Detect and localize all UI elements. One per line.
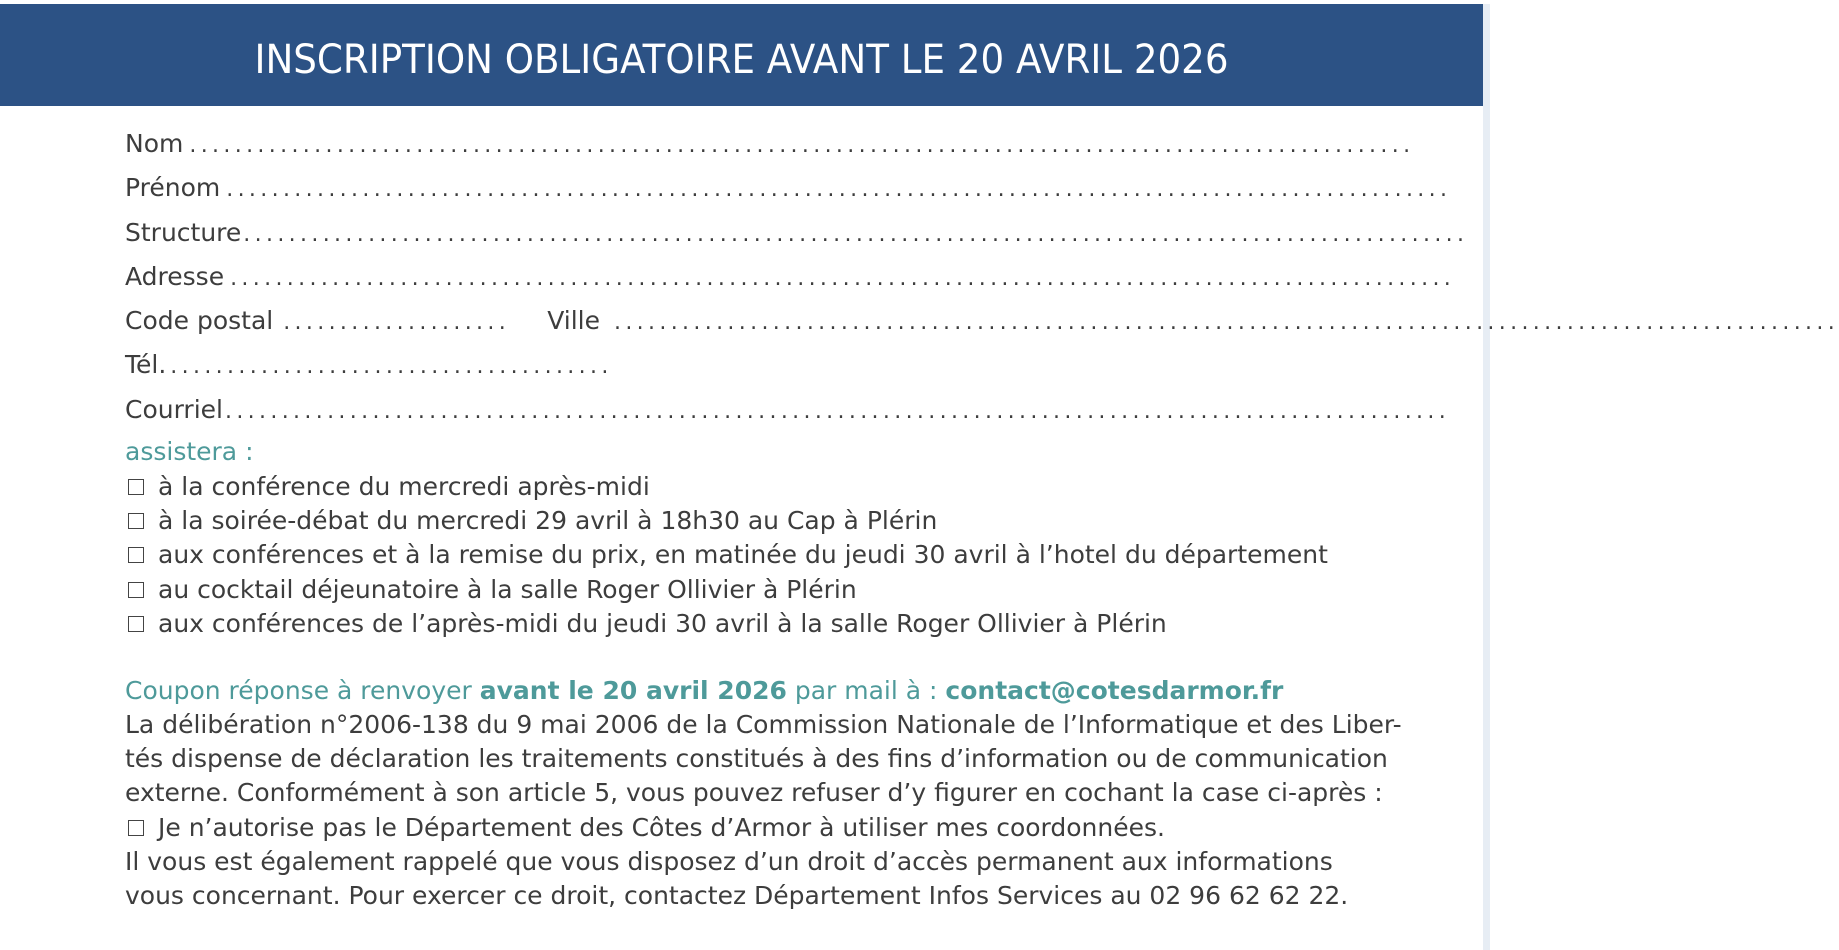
checkbox-icon[interactable]	[128, 513, 144, 529]
field-label-courriel: Courriel	[125, 394, 223, 424]
option-cocktail[interactable]	[125, 573, 1328, 607]
option-label: à la soirée-débat du mercredi 29 avril à 18h30 au Cap à Plérin	[158, 506, 938, 536]
coupon-prefix: Coupon réponse à renvoyer	[125, 676, 480, 705]
field-label-ville: Ville	[547, 306, 600, 336]
checkbox-icon[interactable]	[128, 547, 144, 563]
fill-line-courriel[interactable]: ............................................................................................................	[225, 398, 1451, 424]
option-label: à la conférence du mercredi après-midi	[158, 472, 650, 502]
optout-label: Je n’autorise pas le Département des Côtes d’Armor à utiliser mes coordonnées.	[158, 812, 1165, 842]
field-label-code-postal: Code postal	[125, 306, 274, 336]
attendance-options	[125, 470, 1328, 641]
fill-line-prenom[interactable]: ............................................................................................................	[226, 177, 1452, 203]
notice-line: La délibération n°2006-138 du 9 mai 2006 de la Commission Nationale de l’Informatique et des Liber-	[125, 710, 1402, 739]
coupon-email-link[interactable]: contact@cotesdarmor.fr	[945, 676, 1284, 705]
fill-line-adresse[interactable]: ............................................................................................................	[230, 265, 1456, 291]
page-edge	[1483, 4, 1490, 950]
checkbox-icon[interactable]	[128, 582, 144, 598]
coupon-middle: par mail à :	[786, 676, 946, 705]
coupon-deadline: avant le 20 avril 2026	[479, 676, 787, 705]
privacy-notice	[125, 708, 1402, 913]
field-adresse[interactable]	[125, 255, 1456, 299]
notice-line: vous concernant. Pour exercer ce droit, contactez Département Infos Services au 02 96 62 62 22.	[125, 880, 1349, 910]
registration-form	[125, 122, 1839, 432]
option-soiree-debat[interactable]	[125, 504, 1328, 538]
field-label-nom: Nom	[125, 129, 184, 158]
optout-option[interactable]	[125, 811, 1365, 845]
attendance-heading: assistera :	[125, 437, 254, 466]
checkbox-icon[interactable]	[128, 616, 144, 632]
coupon-instructions	[125, 674, 1283, 708]
field-code-postal-ville[interactable]	[125, 299, 1839, 343]
notice-line: externe. Conformément à son article 5, vous pouvez refuser d’y figurer en cochant la case ci-après :	[125, 778, 1383, 808]
field-label-adresse: Adresse	[125, 261, 225, 291]
fill-line-code-postal[interactable]: ....................	[283, 310, 511, 336]
option-label: au cocktail déjeunatoire à la salle Roger Ollivier à Plérin	[158, 574, 857, 604]
header-banner	[0, 4, 1483, 106]
checkbox-icon[interactable]	[128, 479, 144, 495]
field-structure[interactable]	[125, 211, 1469, 255]
notice-line: Il vous est également rappelé que vous disposez d’un droit d’accès permanent aux informations	[125, 846, 1333, 876]
fill-line-structure[interactable]: ............................................................................................................	[243, 221, 1469, 247]
field-tel[interactable]	[125, 343, 1345, 387]
fill-line-tel[interactable]: .......................................	[170, 354, 613, 380]
option-label: aux conférences de l’après-midi du jeudi 30 avril à la salle Roger Ollivier à Plérin	[158, 608, 1167, 638]
field-nom[interactable]	[125, 122, 1415, 166]
fill-line-ville[interactable]: ............................................................................................................	[614, 310, 1839, 336]
field-label-structure: Structure	[125, 217, 242, 247]
field-label-tel: Tél.	[125, 350, 167, 380]
field-prenom[interactable]	[125, 166, 1452, 210]
fill-line-nom[interactable]: ............................................................................................................	[189, 133, 1415, 158]
option-conference-mercredi[interactable]	[125, 470, 1328, 504]
page-title: INSCRIPTION OBLIGATOIRE AVANT LE 20 AVRIL 2026	[254, 37, 1229, 83]
option-label: aux conférences et à la remise du prix, en matinée du jeudi 30 avril à l’hotel du département	[158, 540, 1328, 570]
field-courriel[interactable]	[125, 388, 1451, 432]
option-conferences-apres-midi[interactable]	[125, 607, 1328, 641]
notice-line: tés dispense de déclaration les traitements constitués à des fins d’information ou de communication	[125, 744, 1388, 774]
option-conferences-remise-prix[interactable]	[125, 538, 1328, 572]
field-label-prenom: Prénom	[125, 173, 221, 203]
checkbox-icon[interactable]	[128, 820, 144, 836]
